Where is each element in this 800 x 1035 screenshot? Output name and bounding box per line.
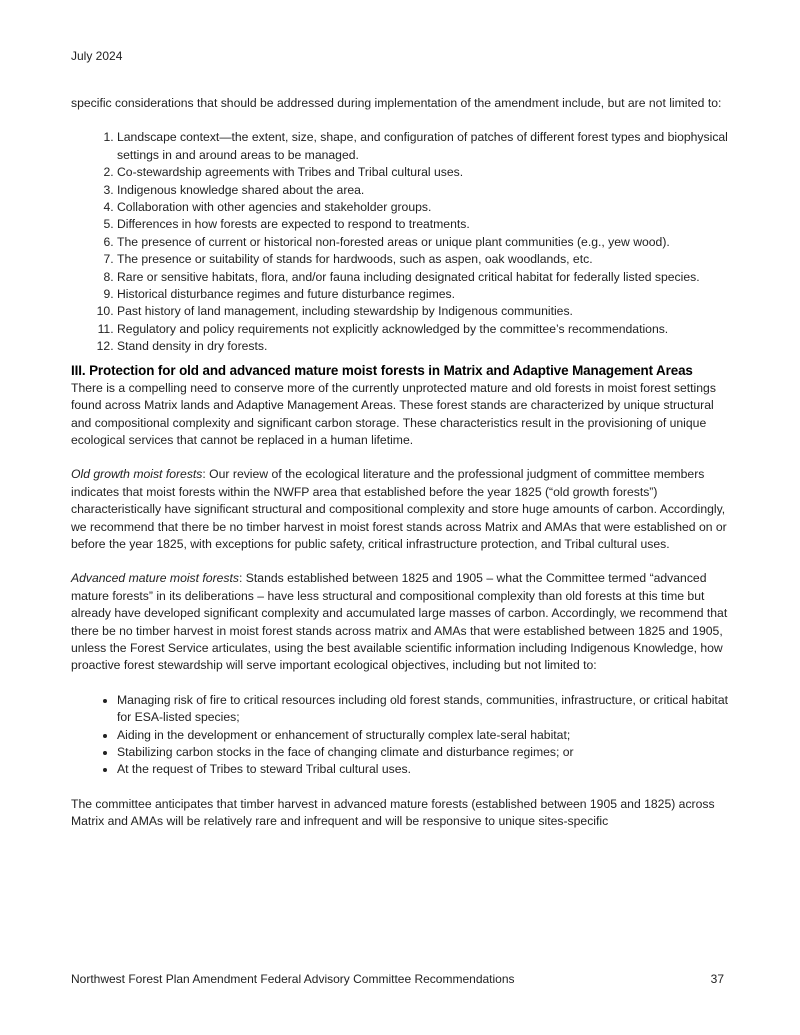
list-item: • Aiding in the development or enhancement of structurally complex late-seral habitat; xyxy=(117,727,731,744)
old-growth-paragraph xyxy=(71,466,731,553)
page-footer xyxy=(71,972,724,986)
list-item: 9. Historical disturbance regimes and future disturbance regimes. xyxy=(117,286,731,303)
list-item: 7. The presence or suitability of stands for hardwoods, such as aspen, oak woodlands, etc. xyxy=(117,251,731,268)
advanced-mature-paragraph xyxy=(71,570,731,674)
page-number: 37 xyxy=(710,972,724,986)
list-item: 8. Rare or sensitive habitats, flora, and/or fauna including designated critical habitat for federally listed species. xyxy=(117,269,731,286)
list-item: • Managing risk of fire to critical resources including old forest stands, communities, infrastructure, or critical habitat for ESA-listed species; xyxy=(117,692,731,727)
considerations-list xyxy=(71,129,731,355)
list-item: 6. The presence of current or historical non-forested areas or unique plant communities (e.g., yew wood). xyxy=(117,234,731,251)
list-item: 3. Indigenous knowledge shared about the area. xyxy=(117,182,731,199)
advanced-mature-text: : Stands established between 1825 and 1905 – what the Committee termed “advanced mature forests” in its deliberations – have less structural and compositional complexity than old forests at this time but already have developed significant complexity and accumulated large masses of carbon. Accordingly, we recommend that there be no timber harvest in moist forest stands across matrix and AMAs that were established between 1825 and 1905, unless the Forest Service articulates, using the best available scientific information including Indigenous Knowledge, how proactive forest stewardship will serve important ecological objectives, including but not limited to: xyxy=(71,571,728,673)
advanced-mature-label: Advanced mature moist forests xyxy=(71,571,239,586)
page-body xyxy=(71,95,731,831)
section-intro-paragraph: There is a compelling need to conserve more of the currently unprotected mature and old forests in moist forest settings found across Matrix lands and Adaptive Management Areas. These forest stands are characterized by unique structural and compositional complexity and significant carbon storage. These characteristics result in the provisioning of unique ecological services that cannot be replaced in a human lifetime. xyxy=(71,380,716,447)
list-item: • At the request of Tribes to steward Tribal cultural uses. xyxy=(117,761,731,778)
section-heading: III. Protection for old and advanced mature moist forests in Matrix and Adaptive Management Areas xyxy=(71,362,693,378)
list-item: 2. Co-stewardship agreements with Tribes and Tribal cultural uses. xyxy=(117,164,731,181)
list-item: 12. Stand density in dry forests. xyxy=(117,338,731,355)
header-date: July 2024 xyxy=(71,49,123,63)
list-item: 5. Differences in how forests are expected to respond to treatments. xyxy=(117,216,731,233)
list-item: 10. Past history of land management, including stewardship by Indigenous communities. xyxy=(117,303,731,320)
footer-title: Northwest Forest Plan Amendment Federal Advisory Committee Recommendations xyxy=(71,972,515,986)
list-item: 1. Landscape context—the extent, size, shape, and configuration of patches of different forest types and biophysical settings in and around areas to be managed. xyxy=(117,129,731,164)
objectives-list xyxy=(71,692,731,779)
closing-paragraph: The committee anticipates that timber harvest in advanced mature forests (established between 1905 and 1825) across Matrix and AMAs will be relatively rare and infrequent and will be responsive to unique sites-specific xyxy=(71,796,715,829)
intro-paragraph: specific considerations that should be addressed during implementation of the amendment include, but are not limited to: xyxy=(71,96,722,110)
list-item: 4. Collaboration with other agencies and stakeholder groups. xyxy=(117,199,731,216)
old-growth-label: Old growth moist forests xyxy=(71,467,203,482)
list-item: • Stabilizing carbon stocks in the face of changing climate and disturbance regimes; or xyxy=(117,744,731,761)
list-item: 11. Regulatory and policy requirements not explicitly acknowledged by the committee’s recommendations. xyxy=(117,321,731,338)
old-growth-text: : Our review of the ecological literature and the professional judgment of committee members indicates that moist forests within the NWFP area that established before the year 1825 (“old growth forests”) characteristically have significant structural and compositional complexity and store huge amounts of carbon. Accordingly, we recommend that there be no timber harvest in moist forest stands across Matrix and AMAs that were established on or before the year 1825, with exceptions for public safety, critical infrastructure protection, and Tribal cultural uses. xyxy=(71,467,727,551)
